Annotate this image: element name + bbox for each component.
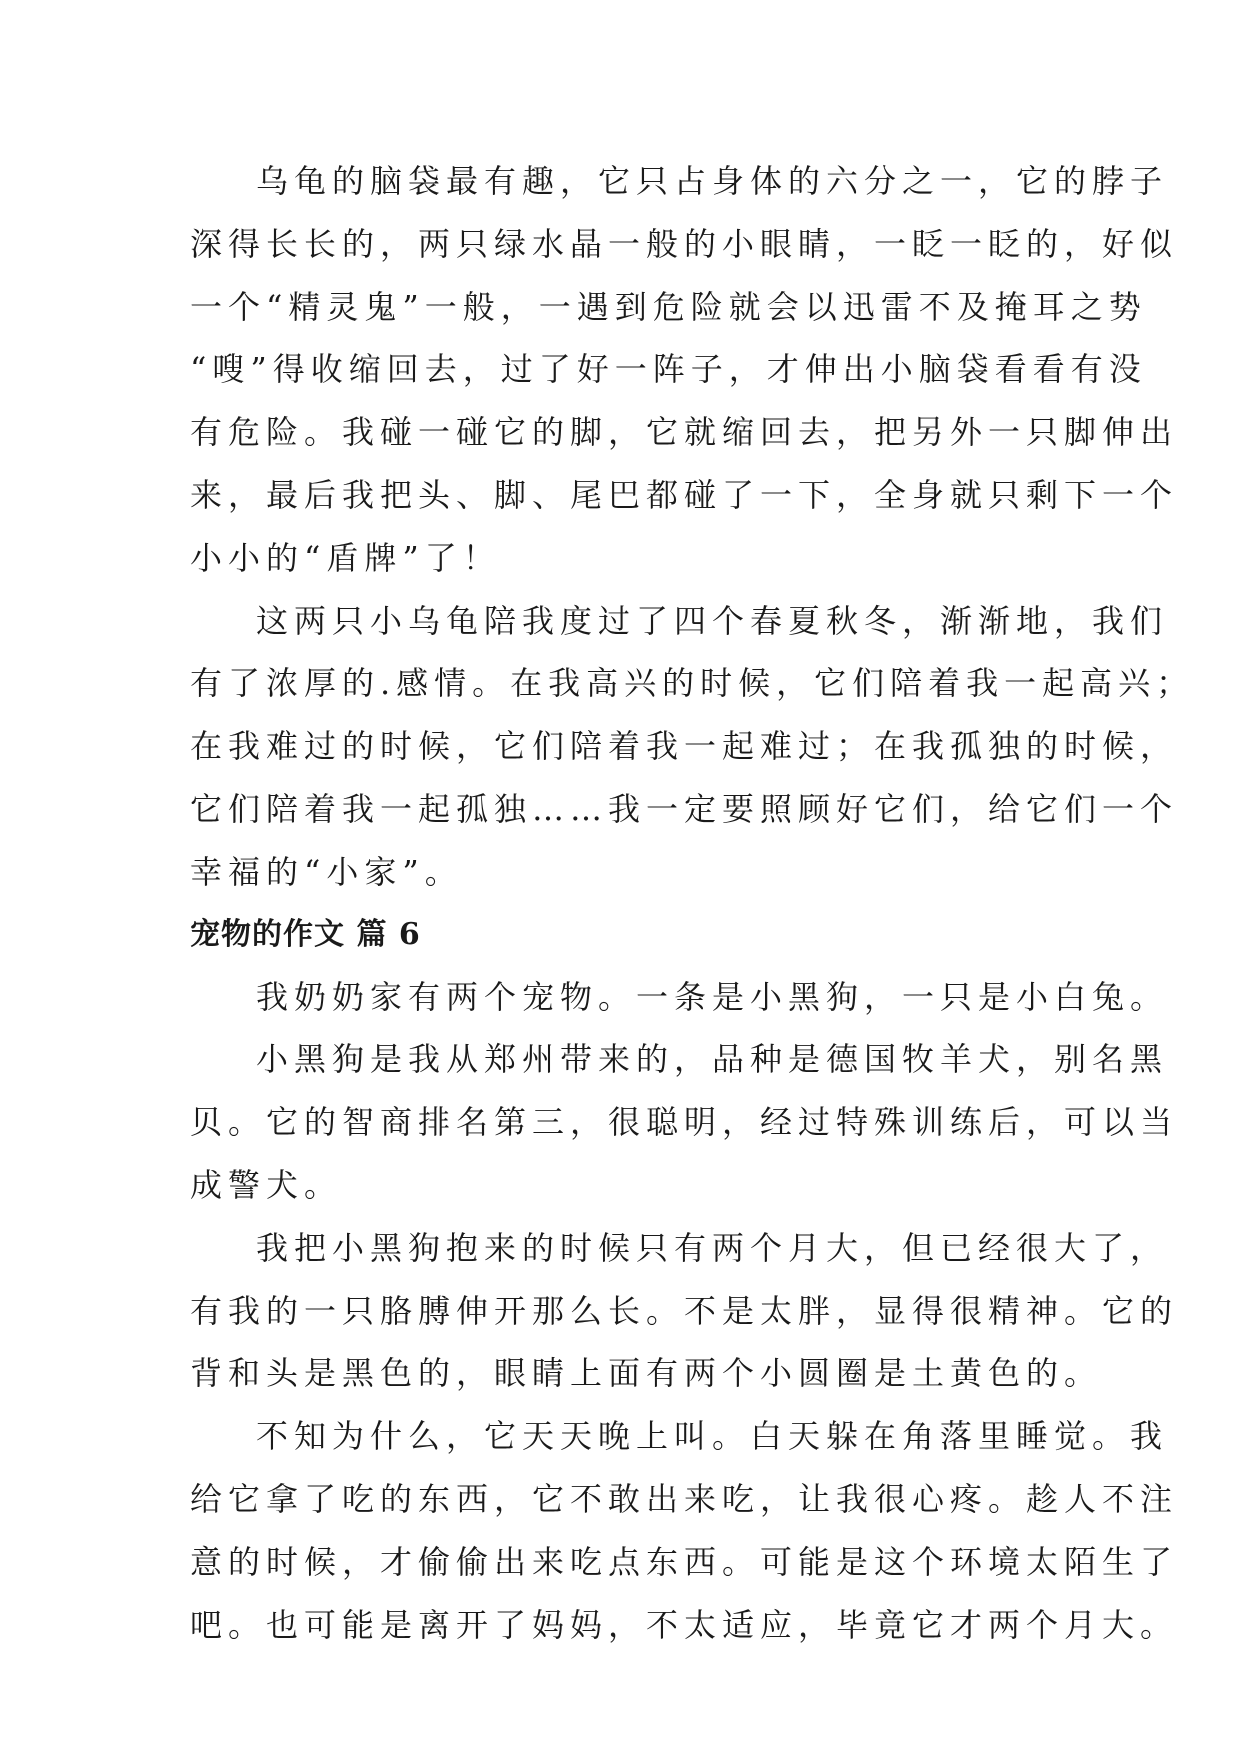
text-line: 成警犬。 — [190, 1165, 343, 1204]
text-line: 一个“精灵鬼”一般，一遇到危险就会以迅雷不及掩耳之势 — [190, 287, 1147, 326]
text-line: 小黑狗是我从郑州带来的，品种是德国牧羊犬，别名黑 — [256, 1040, 1169, 1079]
paragraph-turtle-companions — [190, 590, 1195, 904]
text-line: 有了浓厚的.感情。在我高兴的时候，它们陪着我一起高兴； — [190, 664, 1195, 703]
text-line: 乌龟的脑袋最有趣，它只占身体的六分之一，它的脖子 — [256, 162, 1169, 200]
text-line: 幸福的“小家”。 — [190, 852, 463, 891]
text-line: 吧。也可能是离开了妈妈，不太适应，毕竟它才两个月大。 — [190, 1605, 1179, 1644]
text-line: 给它拿了吃的东西，它不敢出来吃，让我很心疼。趁人不注 — [190, 1479, 1179, 1518]
text-line: 意的时候，才偷偷出来吃点东西。可能是这个环境太陌生了 — [190, 1542, 1179, 1581]
text-line: 我奶奶家有两个宠物。一条是小黑狗，一只是小白兔。 — [256, 977, 1169, 1016]
text-line: 背和头是黑色的，眼睛上面有两个小圆圈是土黄色的。 — [190, 1354, 1103, 1393]
paragraph-turtle-head — [190, 150, 1179, 590]
text-line: 来，最后我把头、脚、尾巴都碰了一下，全身就只剩下一个 — [190, 475, 1179, 514]
text-line: 在我难过的时候，它们陪着我一起难过；在我孤独的时候， — [190, 727, 1179, 766]
paragraph-dog-night — [190, 1405, 1179, 1656]
paragraph-black-dog — [190, 1028, 1179, 1216]
text-line: 有危险。我碰一碰它的脚，它就缩回去，把另外一只脚伸出 — [190, 413, 1179, 452]
document-page — [190, 150, 1195, 1656]
text-line: 小小的“盾牌”了！ — [190, 538, 501, 577]
text-line: 我把小黑狗抱来的时候只有两个月大，但已经很大了， — [256, 1228, 1169, 1267]
text-line: “嗖”得收缩回去，过了好一阵子，才伸出小脑袋看看有没 — [190, 350, 1147, 389]
section-title: 宠物的作文 篇 6 — [190, 916, 421, 952]
text-line: 贝。它的智商排名第三，很聪明，经过特殊训练后，可以当 — [190, 1103, 1179, 1142]
text-line: 这两只小乌龟陪我度过了四个春夏秋冬，渐渐地，我们 — [256, 601, 1169, 640]
text-line: 它们陪着我一起孤独……我一定要照顾好它们，给它们一个 — [190, 789, 1179, 828]
text-line: 有我的一只胳膊伸开那么长。不是太胖，显得很精神。它的 — [190, 1291, 1179, 1330]
text-line: 深得长长的，两只绿水晶一般的小眼睛，一眨一眨的，好似 — [190, 224, 1179, 263]
paragraph-two-pets — [190, 966, 1169, 1029]
paragraph-dog-arrival — [190, 1217, 1179, 1405]
text-line: 不知为什么，它天天晚上叫。白天躲在角落里睡觉。我 — [256, 1417, 1169, 1456]
